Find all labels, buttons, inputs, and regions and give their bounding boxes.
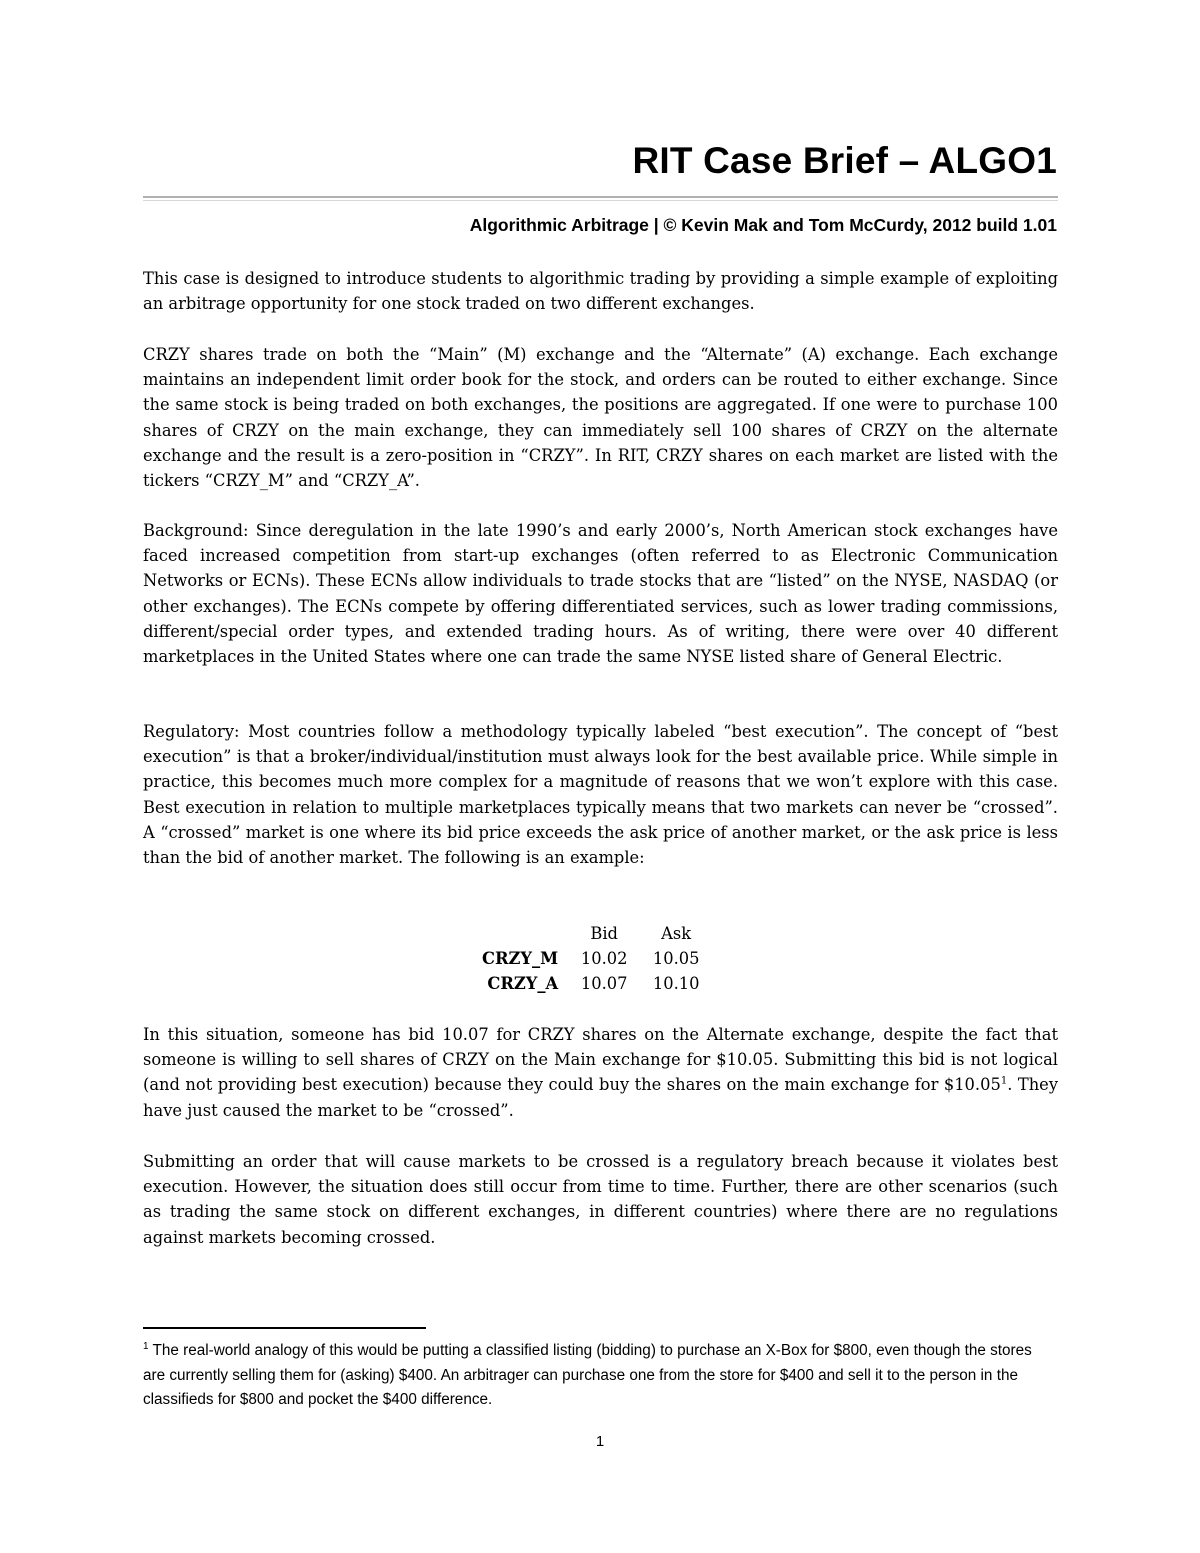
submitting-paragraph: Submitting an order that will cause markets to be crossed is a regulatory breach because it violates best execution. However, the situation does still occur from time to time. Further, there are other scenarios (such as trading the same stock on different exchanges, in different countries) where there are no regulations against markets becoming crossed. [143,1152,1058,1247]
bid-ask-table [476,921,712,996]
intro-paragraph: This case is designed to introduce students to algorithmic trading by providing a simple example of exploiting an arbitrage opportunity for one stock traded on two different exchanges. [143,269,1058,314]
footnote-reference[interactable]: 1 [1000,1075,1008,1087]
column-header-ask: Ask [661,924,692,943]
table-row [476,946,712,971]
crzy-paragraph: CRZY shares trade on both the “Main” (M) exchange and the “Alternate” (A) exchange. Each exchange maintains an independent limit order book for the stock, and orders can be routed to either exchange. Since the same stock is being traded on both exchanges, the positions are aggregated. If one were to purchase 100 shares of CRZY on the main exchange, they can immediately sell 100 shares of CRZY on the alternate exchange and the result is a zero-position in “CRZY”. In RIT, CRZY shares on each market are listed with the tickers “CRZY_M” and “CRZY_A”. [143,345,1058,491]
document-title: RIT Case Brief – ALGO1 [632,140,1057,181]
footnote-divider [143,1327,426,1329]
table-corner-cell [476,921,568,946]
column-header-bid: Bid [590,924,618,943]
footnote-text: The real-world analogy of this would be putting a classified listing (bidding) to purchase an X-Box for $800, even though the stores are currently selling them for (asking) $400. An arbitrager can purchase one from the store for $400 and sell it to the person in the classifieds for $800 and pocket the $400 difference. [143,1342,1032,1408]
situation-text-end: . They have just caused the market to be “crossed”. [143,1075,1059,1120]
document-subtitle: Algorithmic Arbitrage | © Kevin Mak and Tom McCurdy, 2012 build 1.01 [469,215,1057,235]
row-ticker: CRZY_M [482,949,559,968]
title-divider [143,196,1058,198]
title-divider-thin [143,200,1058,201]
bid-cell: 10.07 [580,974,628,993]
table-row [476,971,712,996]
background-paragraph: Background: Since deregulation in the late 1990’s and early 2000’s, North American stock exchanges have faced increased competition from start-up exchanges (often referred to as Electronic Communication Networks or ECNs). These ECNs allow individuals to trade stocks that are “listed” on the NYSE, NASDAQ (or other exchanges). The ECNs compete by offering differentiated services, such as lower trading commissions, different/special order types, and extended trading hours. As of writing, there were over 40 different marketplaces in the United States where one can trade the same NYSE listed share of General Electric. [143,521,1058,667]
ask-cell: 10.10 [652,974,700,993]
footnote [143,1339,1058,1413]
regulatory-paragraph: Regulatory: Most countries follow a methodology typically labeled “best execution”. The concept of “best execution” is that a broker/individual/institution must always look for the best available price. While simple in practice, this becomes much more complex for a magnitude of reasons that we won’t explore with this case. Best execution in relation to multiple marketplaces typically means that two markets can never be “crossed”. A “crossed” market is one where its bid price exceeds the ask price of another market, or the ask price is less than the bid of another market. The following is an example: [143,722,1058,868]
footnote-marker: 1 [143,1340,149,1352]
table-header-row [476,921,712,946]
bid-cell: 10.02 [580,949,628,968]
page-number: 1 [595,1433,605,1450]
situation-text: In this situation, someone has bid 10.07 for CRZY shares on the Alternate exchange, despite the fact that someone is willing to sell shares of CRZY on the Main exchange for $10.05. Submitting this bid is not logical (and not providing best execution) because they could buy the shares on the main exchange for $10.05 [143,1025,1058,1095]
ask-cell: 10.05 [652,949,700,968]
row-ticker: CRZY_A [487,974,559,993]
situation-paragraph [143,1022,1058,1123]
